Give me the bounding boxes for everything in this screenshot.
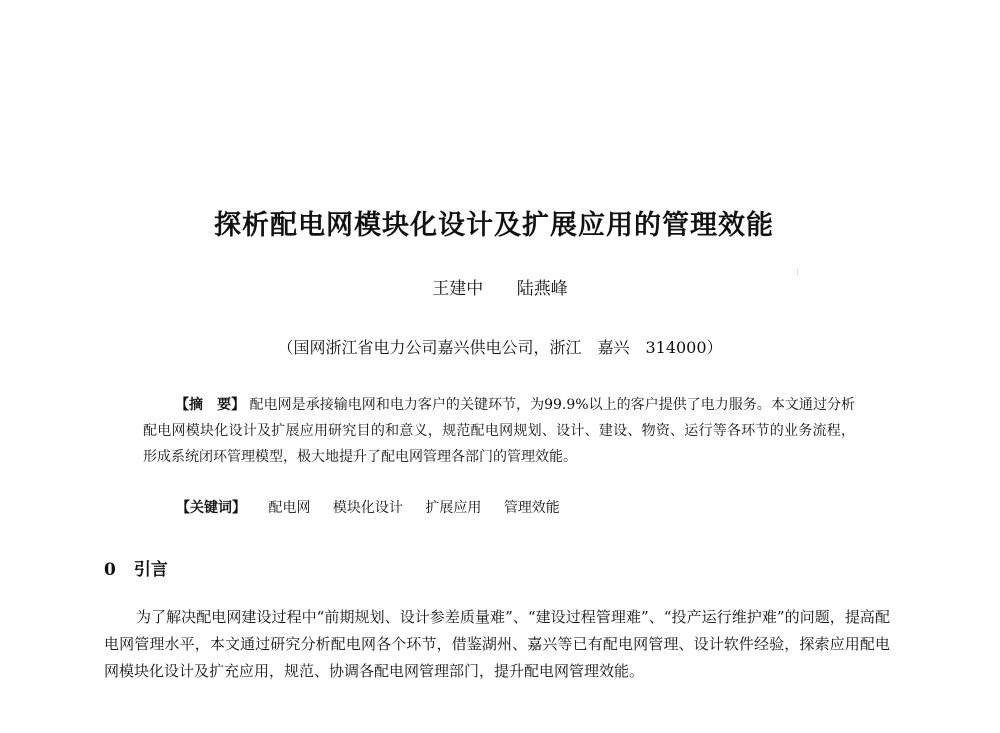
section-title: 引言 <box>133 560 168 580</box>
author-1: 王建中 <box>432 279 484 299</box>
affiliation: （国网浙江省电力公司嘉兴供电公司，浙江 嘉兴 314000） <box>277 338 723 357</box>
keyword: 配电网 <box>268 500 311 516</box>
keyword: 模块化设计 <box>332 500 403 516</box>
author-2: 陆燕峰 <box>516 279 568 299</box>
abstract-text: 配电网是承接输电网和电力客户的关键环节，为99.9%以上的客户提供了电力服务。本文通过分析配电网模块化设计及扩展应用研究目的和意义，规范配电网规划、设计、建设、物资、运行等各环节的业务流程，形成系统闭环管理模型，极大地提升了配电网管理各部门的管理效能。 <box>143 397 856 465</box>
keywords-label: 【关键词】 <box>176 500 246 516</box>
keywords <box>176 497 560 517</box>
keyword: 扩展应用 <box>425 500 482 516</box>
section-number: 0 <box>104 560 116 580</box>
section-heading <box>104 555 168 580</box>
authors <box>0 274 1000 299</box>
paper-title: 探析配电网模块化设计及扩展应用的管理效能 <box>214 210 774 241</box>
keyword: 管理效能 <box>503 500 560 516</box>
body-paragraph: 为了解决配电网建设过程中“前期规划、设计参差质量难”、“建设过程管理难”、“投产运行维护难”的问题，提高配电网管理水平，本文通过研究分析配电网各个环节，借鉴湖州、嘉兴等已有配电网管理、设计软件经验，探索应用配电网模块化设计及扩充应用，规范、协调各配电网管理部门，提升配电网管理效能。 <box>104 608 890 680</box>
abstract <box>143 392 855 470</box>
abstract-label: 【摘 要】 <box>175 397 246 413</box>
